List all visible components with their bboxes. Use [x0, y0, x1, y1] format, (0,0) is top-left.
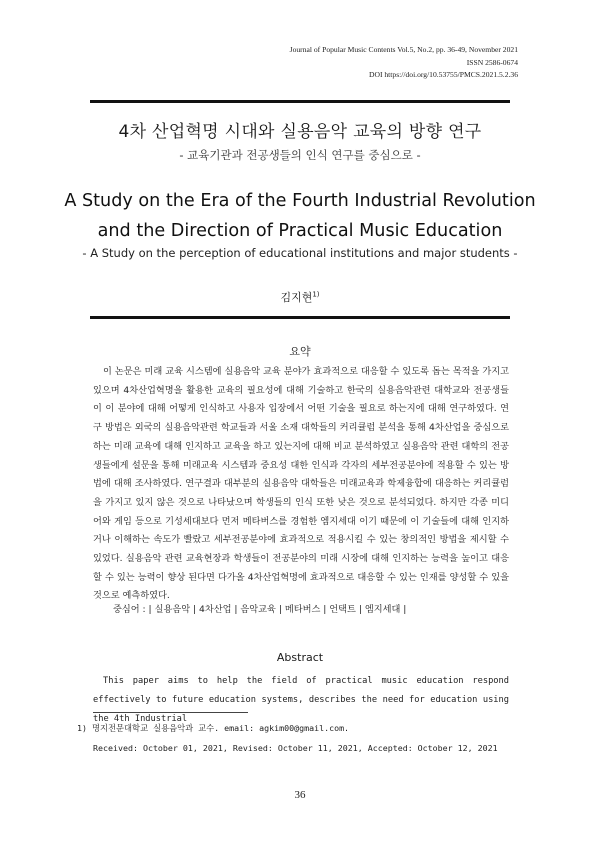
section-rule	[90, 316, 510, 319]
title-korean: 4차 산업혁명 시대와 실용음악 교육의 방향 연구	[118, 122, 482, 142]
journal-meta	[290, 44, 518, 82]
author	[0, 289, 600, 305]
abstract-korean-heading: 요약	[289, 345, 311, 358]
title-english	[0, 186, 600, 246]
author-name: 김지현	[280, 291, 313, 304]
journal-issn: ISSN 2586-0674	[466, 57, 518, 67]
abstract-korean-body: 이 논문은 미래 교육 시스템에 실용음악 교육 분야가 효과적으로 대응할 수 있도록 돕는 목적을 가지고 있으며 4차산업혁명을 활용한 교육의 필요성에 대해 기술하고 한국의 실용음악관련 대학교와 전공생들이 이 분야에 대해 어떻게 인식하고 사용자 입장에서 어떤 기술을 필요로 하는지에 대해 연구하였다. 연구 방법은 외국의 실용음악관련 학교들과 서울 소재 대학들의 커리큘럼 분석을 통해 4차산업을 중심으로 하는 미래 교육에 대해 인지하고 교육을 하고 있는지에 대해 비교 분석하였고 실용음악 관련 대학의 전공생들에게 설문을 통해 미래교육 시스템과 중요성 대한 인식과 각자의 세부전공분야에 적용할 수 있는 방법에 대해 조사하였다. 연구결과 대부분의 실용음악 대학들은 미래교육과 학제융합에 대응하는 커리큘럼을 가지고 있지 않은 것으로 나타났으며 학생들의 인식 또한 낮은 것으로 분석되었다. 하지만 각종 미디어와 게임 등으로 기성세대보다 먼저 메타버스를 경험한 엠지세대 이기 때문에 이 기술들에 대해 인지하거나 이해하는 속도가 빨랐고 세부전공분야에 효과적으로 적용시킬 수 있는 창의적인 방법을 제시할 수 있었다. 실용음악 관련 교육현장과 학생들이 전공분야의 미래 시장에 대해 인지하는 능력을 높이고 대응할 수 있는 능력이 향상 된다면 다가올 4차산업혁명에 효과적으로 대응할 수 있는 인재를 양성할 수 있을 것으로 예측하였다.	[93, 366, 509, 602]
keywords: 중심어 : | 실용음악 | 4차산업 | 음악교육 | 메타버스 | 언택트 | 엠지세대 |	[113, 604, 407, 615]
title-english-line-2: and the Direction of Practical Music Education	[97, 221, 503, 241]
footnote-affiliation: 1) 명지전문대학교 실용음악과 교수. email: agkim00@gmail.com.	[77, 723, 350, 733]
page-number: 36	[294, 789, 306, 801]
subtitle-english: - A Study on the perception of educational institutions and major students -	[82, 246, 518, 260]
journal-doi: DOI https://doi.org/10.53755/PMCS.2021.5.2.36	[368, 70, 518, 79]
abstract-english-heading: Abstract	[276, 651, 324, 664]
subtitle-korean: - 교육기관과 전공생들의 인식 연구를 중심으로 -	[179, 148, 421, 162]
footnote	[77, 718, 498, 758]
journal-citation: Journal of Popular Music Contents Vol.5, No.2, pp. 36-49, November 2021	[289, 45, 518, 54]
top-rule	[90, 100, 510, 103]
author-footnote-mark: 1)	[312, 290, 320, 299]
footnote-rule	[93, 712, 248, 713]
title-english-line-1: A Study on the Era of the Fourth Industrial Revolution	[64, 191, 536, 211]
abstract-english-body: This paper aims to help the field of practical music education respond effectively to future education systems, describes the need for education using the 4th Industrial	[93, 676, 509, 724]
footnote-dates: Received: October 01, 2021, Revised: October 11, 2021, Accepted: October 12, 2021	[93, 743, 498, 753]
